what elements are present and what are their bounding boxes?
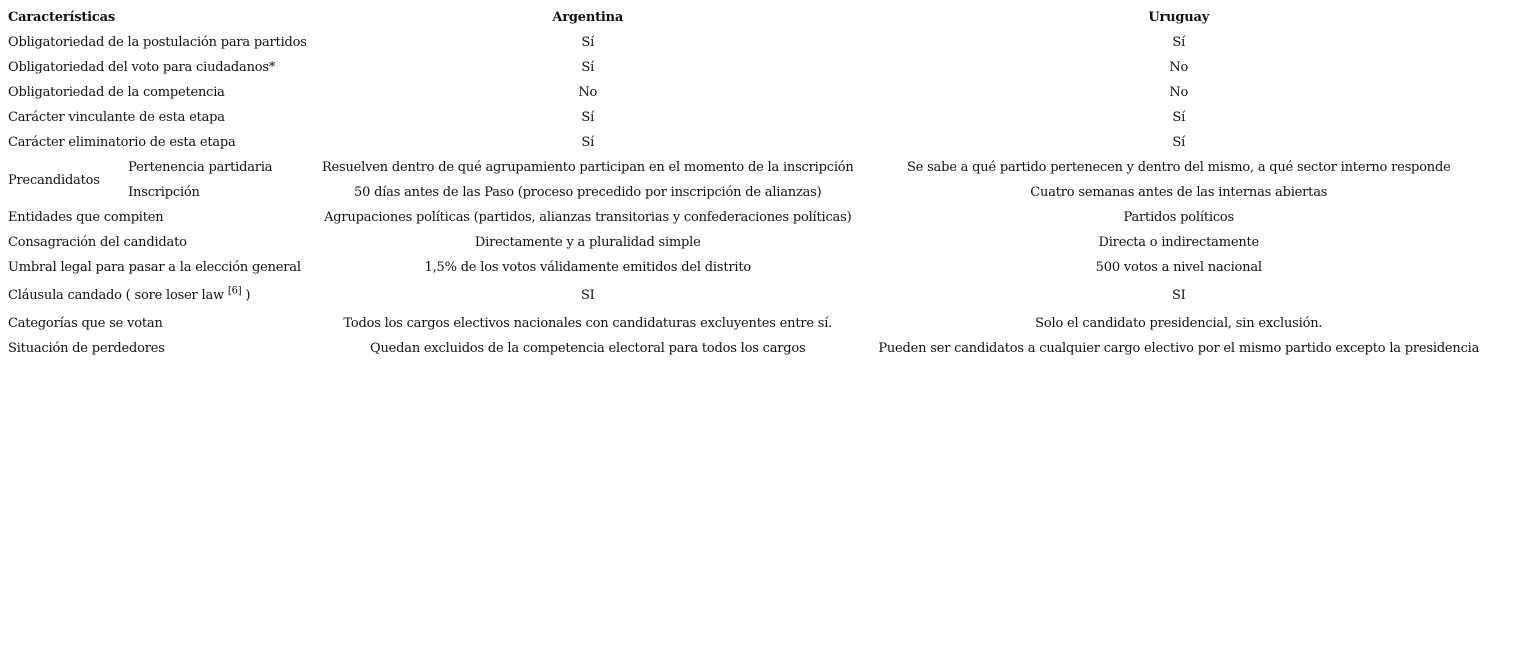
row-label: Umbral legal para pasar a la elección general [8,260,301,275]
cell-uruguay: Solo el candidato presidencial, sin exclusión. [1035,316,1323,331]
table-row [5,311,1492,336]
cell-argentina: Agrupaciones políticas (partidos, alianzas transitorias y confederaciones políticas) [324,210,852,225]
header-argentina: Argentina [552,10,624,25]
cell-uruguay: Cuatro semanas antes de las internas abiertas [1030,185,1328,200]
cell-uruguay: Se sabe a qué partido pertenecen y dentro del mismo, a qué sector interno responde [906,160,1451,175]
clausula-label-end: ) [245,288,251,303]
cell-argentina: Sí [581,110,595,125]
row-label: Situación de perdedores [8,341,165,356]
table-row [5,55,1492,80]
table-row [5,80,1492,105]
reference-link[interactable]: [6] [227,285,242,297]
cell-uruguay: Sí [1172,135,1186,150]
table-row [5,180,1492,205]
row-label: Categorías que se votan [8,316,163,331]
cell-argentina: Todos los cargos electivos nacionales con candidaturas excluyentes entre sí. [343,316,833,331]
cell-uruguay: Partidos políticos [1123,210,1235,225]
row-label: Entidades que compiten [8,210,164,225]
cell-argentina: Directamente y a pluralidad simple [474,235,701,250]
table-row [5,105,1492,130]
table-row [5,205,1492,230]
table-row [5,230,1492,255]
row-label: Consagración del candidato [8,235,187,250]
header-uruguay: Uruguay [1148,10,1210,25]
cell-uruguay: Sí [1172,35,1186,50]
subrow-label: Inscripción [128,185,200,200]
cell-uruguay: Sí [1172,110,1186,125]
table-row [5,255,1492,280]
cell-argentina: 50 días antes de las Paso (proceso precedido por inscripción de alianzas) [354,185,822,200]
cell-argentina: SI [580,288,595,303]
table-row [5,30,1492,55]
cell-argentina: Sí [581,60,595,75]
table-row [5,336,1492,361]
cell-argentina: Sí [581,135,595,150]
header-row [5,5,1492,30]
row-label: Carácter eliminatorio de esta etapa [8,135,236,150]
table-row [5,130,1492,155]
cell-argentina: Resuelven dentro de qué agrupamiento participan en el momento de la inscripción [321,160,854,175]
cell-uruguay: Pueden ser candidatos a cualquier cargo electivo por el mismo partido excepto la presidencia [878,341,1480,356]
cell-uruguay: 500 votos a nivel nacional [1095,260,1262,275]
row-label: Obligatoriedad de la competencia [8,85,225,100]
cell-argentina: No [578,85,598,100]
cell-argentina: Quedan excluidos de la competencia electoral para todos los cargos [370,341,806,356]
clausula-label-text: Cláusula candado ( sore loser law [8,288,224,303]
cell-uruguay: SI [1171,288,1186,303]
table-body [5,30,1492,361]
comparison-table [5,5,1492,361]
row-label-clausula [5,280,310,311]
cell-uruguay: No [1169,85,1189,100]
cell-uruguay: Directa o indirectamente [1098,235,1260,250]
row-label: Obligatoriedad del voto para ciudadanos* [8,60,276,75]
row-label: Obligatoriedad de la postulación para partidos [8,35,307,50]
subrow-label: Pertenencia partidaria [128,160,273,175]
row-label: Carácter vinculante de esta etapa [8,110,225,125]
header-features: Características [8,10,115,25]
table-row [5,155,1492,180]
table-row [5,280,1492,311]
table-header [5,5,1492,30]
precandidatos-label: Precandidatos [8,172,100,188]
cell-uruguay: No [1169,60,1189,75]
cell-argentina: Sí [581,35,595,50]
cell-argentina: 1,5% de los votos válidamente emitidos del distrito [424,260,751,275]
